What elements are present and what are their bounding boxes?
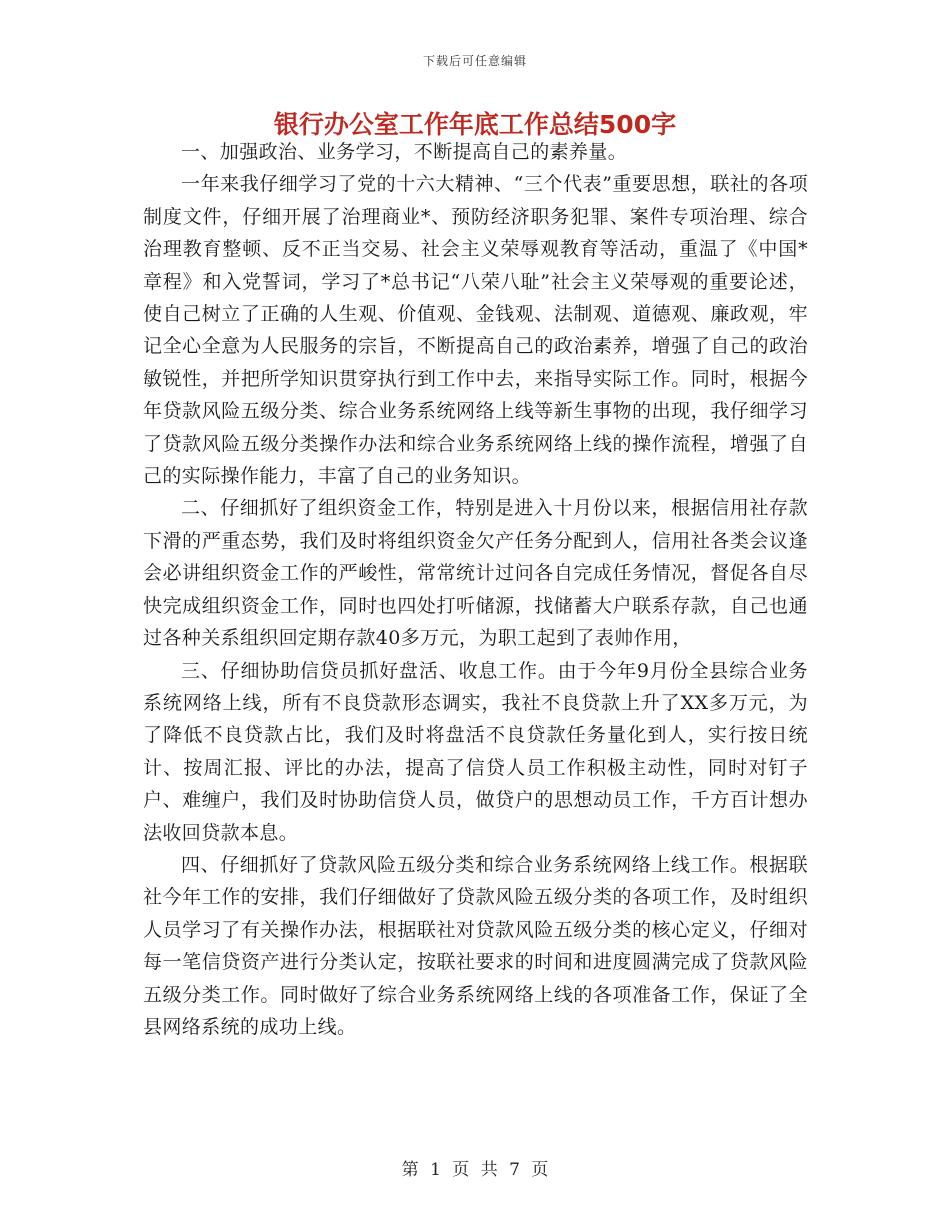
paragraph-3: 二、仔细抓好了组织资金工作，特别是进入十月份以来，根据信用社存款下滑的严重态势，我们及时将组织资金欠产任务分配到人，信用社各类会议逢会必讲组织资金工作的严峻性，常常统计过问各自完成任务情况，督促各自尽快完成组织资金工作，同时也四处打听储源，找储蓄大户联系存款，自己也通过各种关系组织回定期存款40多万元，为职工起到了表帅作用，: [143, 497, 808, 650]
document-body: [143, 136, 808, 1043]
document-title: 银行办公室工作年底工作总结500字: [273, 110, 677, 139]
paragraph-2: 一年来我仔细学习了党的十六大精神、“三个代表”重要思想，联社的各项制度文件，仔细开展了治理商业*、预防经济职务犯罪、案件专项治理、综合治理教育整顿、反不正当交易、社会主义荣辱观教育等活动，重温了《中国*章程》和入党誓词，学习了*总书记“八荣八耻”社会主义荣辱观的重要论述，使自己树立了正确的人生观、价值观、金钱观、法制观、道德观、廉政观，牢记全心全意为人民服务的宗旨，不断提高自己的政治素养，增强了自己的政治敏锐性，并把所学知识贯穿执行到工作中去，来指导实际工作。同时，根据今年贷款风险五级分类、综合业务系统网络上线等新生事物的出现，我仔细学习了贷款风险五级分类操作办法和综合业务系统网络上线的操作流程，增强了自己的实际操作能力，丰富了自己的业务知识。: [143, 173, 808, 488]
paragraph-4: 三、仔细协助信贷员抓好盘活、收息工作。由于今年9月份全县综合业务系统网络上线，所有不良贷款形态调实，我社不良贷款上升了XX多万元，为了降低不良贷款占比，我们及时将盘活不良贷款任务量化到人，实行按日统计、按周汇报、评比的办法，提高了信贷人员工作积极主动性，同时对钉子户、难缠户，我们及时协助信贷人员，做贷户的思想动员工作，千方百计想办法收回贷款本息。: [143, 659, 808, 844]
page-footer: 第 1 页 共 7 页: [401, 1160, 549, 1180]
header-note: 下载后可任意编辑: [422, 54, 527, 68]
paragraph-1: 一、加强政治、业务学习，不断提高自己的素养量。: [181, 141, 628, 163]
paragraph-5: 四、仔细抓好了贷款风险五级分类和综合业务系统网络上线工作。根据联社今年工作的安排，我们仔细做好了贷款风险五级分类的各项工作，及时组织人员学习了有关操作办法，根据联社对贷款风险五级分类的核心定义，仔细对每一笔信贷资产进行分类认定，按联社要求的时间和进度圆满完成了贷款风险五级分类工作。同时做好了综合业务系统网络上线的各项准备工作，保证了全县网络系统的成功上线。: [143, 853, 808, 1038]
